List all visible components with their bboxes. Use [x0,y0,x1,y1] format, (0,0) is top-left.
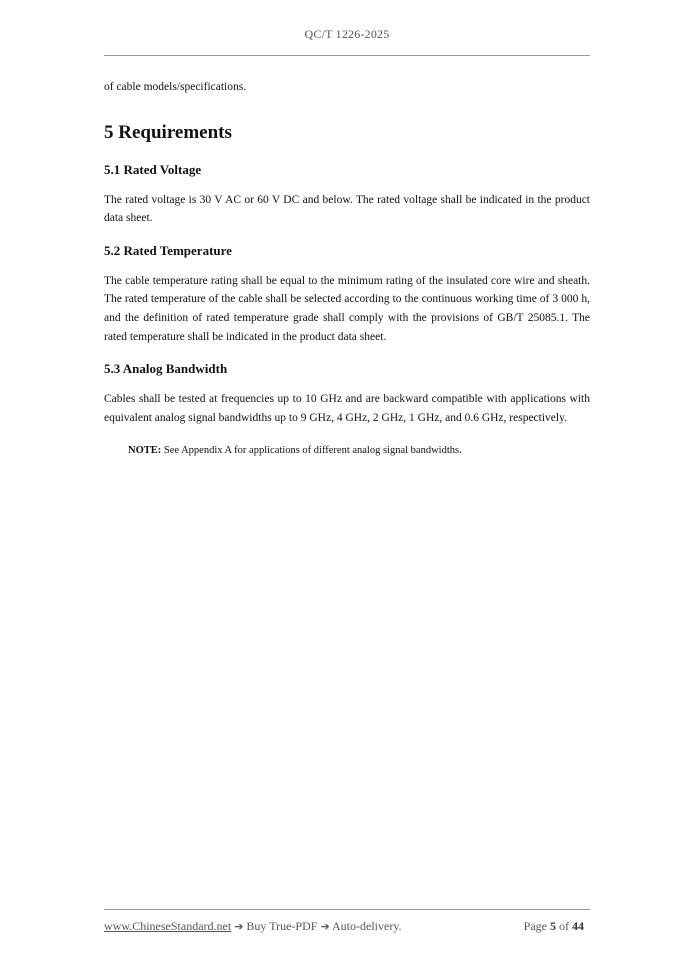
header-divider [104,55,590,56]
of-label: of [559,919,569,933]
running-header: QC/T 1226-2025 [304,27,390,41]
total-pages: 44 [572,919,584,933]
continuation-text: of cable models/specifications. [104,81,247,93]
arrow-right-icon: ➔ [320,920,330,933]
section-title: 5 Requirements [104,121,232,143]
subsection-title-rated-temperature: 5.2 Rated Temperature [104,242,232,258]
subsection-title-analog-bandwidth: 5.3 Analog Bandwidth [104,361,228,377]
footer-promo [104,919,402,934]
buy-true-pdf-text: Buy True-PDF [246,919,318,933]
subsection-title-rated-voltage: 5.1 Rated Voltage [104,161,202,177]
website-link[interactable]: www.ChineseStandard.net [104,919,232,933]
arrow-right-icon: ➔ [234,920,244,933]
note-label: NOTE: [128,445,162,457]
note-text: See Appendix A for applications of different analog signal bandwidths. [163,445,462,457]
page-counter [524,919,584,934]
footer-divider [104,909,590,910]
auto-delivery-text: Auto-delivery. [332,919,402,933]
page-body [104,78,590,459]
paragraph-analog-bandwidth: Cables shall be tested at frequencies up to 10 GHz and are backward compatible with applications with equivalent analog signal bandwidths up to 9 GHz, 4 GHz, 2 GHz, 1 GHz, and 0.6 GHz, respectively. [104,393,590,424]
page-number: 5 [550,919,556,933]
note [104,443,590,459]
paragraph-rated-voltage: The rated voltage is 30 V AC or 60 V DC and below. The rated voltage shall be indicated in the product data sheet. [104,193,590,225]
page-label: Page [523,919,547,933]
paragraph-rated-temperature: The cable temperature rating shall be equal to the minimum rating of the insulated core wire and sheath. The rated temperature of the cable shall be selected according to the continuous working time of 3 000 h, and the definition of rated temperature grade shall comply with the provisions of GB/T 25085.1. The rated temperature shall be indicated in the product data sheet. [104,274,590,343]
